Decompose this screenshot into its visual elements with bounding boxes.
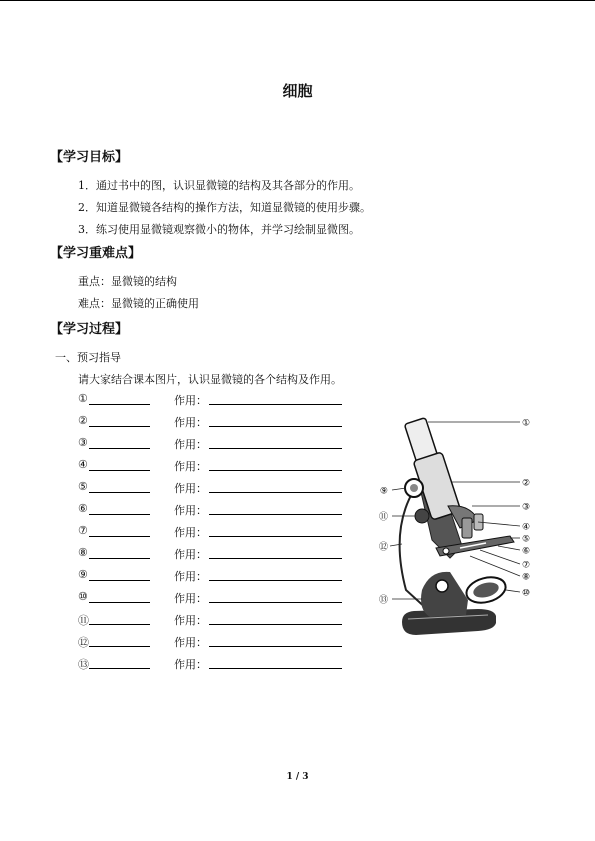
structure-name-blank[interactable] — [89, 426, 150, 427]
structure-number: ② — [78, 414, 88, 427]
function-blank[interactable] — [209, 448, 342, 449]
figure-label: ③ — [522, 502, 531, 513]
figure-label: ⑤ — [522, 534, 531, 545]
function-blank[interactable] — [209, 492, 342, 493]
goal-item-3: 3．练习使用显微镜观察微小的物体，并学习绘制显微图。 — [78, 223, 360, 236]
structure-row — [78, 392, 348, 406]
function-label: 作用： — [174, 394, 207, 407]
structure-number: ⑧ — [78, 546, 88, 559]
function-label: 作用： — [174, 482, 207, 495]
figure-label: ① — [522, 418, 531, 429]
structure-number: ③ — [78, 436, 88, 449]
function-blank[interactable] — [209, 646, 342, 647]
function-blank[interactable] — [209, 668, 342, 669]
structure-name-blank[interactable] — [89, 602, 150, 603]
structure-row — [78, 546, 348, 560]
structure-number: ⑪ — [78, 614, 89, 627]
figure-label: ② — [522, 478, 531, 489]
goal-item-2: 2．知道显微镜各结构的操作方法，知道显微镜的使用步骤。 — [78, 201, 371, 214]
figure-label: ⑦ — [522, 560, 531, 571]
structure-row — [78, 634, 348, 648]
function-label: 作用： — [174, 636, 207, 649]
figure-label: ⑥ — [522, 546, 531, 557]
figure-label: ⑧ — [522, 572, 531, 583]
figure-label: ⑩ — [522, 588, 531, 599]
page-number: 1 / 3 — [286, 772, 309, 782]
structure-name-blank[interactable] — [89, 580, 150, 581]
structure-name-blank[interactable] — [89, 404, 150, 405]
function-label: 作用： — [174, 658, 207, 671]
top-border — [0, 0, 595, 1]
function-label: 作用： — [174, 438, 207, 451]
structure-number: ⑥ — [78, 502, 88, 515]
structure-name-blank[interactable] — [89, 448, 150, 449]
function-blank[interactable] — [209, 536, 342, 537]
structure-row — [78, 458, 348, 472]
function-blank[interactable] — [209, 558, 342, 559]
preview-subheading: 一、预习指导 — [55, 351, 121, 364]
objective-lens — [462, 518, 472, 538]
structure-row — [78, 480, 348, 494]
structure-name-blank[interactable] — [89, 514, 150, 515]
function-label: 作用： — [174, 614, 207, 627]
structure-number: ④ — [78, 458, 88, 471]
figure-label: ⑨ — [379, 486, 388, 497]
goals-heading: 【学习目标】 — [50, 150, 129, 165]
structure-number: ⑨ — [78, 568, 88, 581]
structure-row — [78, 656, 348, 670]
key-points-heading: 【学习重难点】 — [50, 246, 142, 261]
function-label: 作用： — [174, 570, 207, 583]
structure-number: ⑦ — [78, 524, 88, 537]
structure-row — [78, 524, 348, 538]
function-blank[interactable] — [209, 624, 342, 625]
structure-name-blank[interactable] — [89, 492, 150, 493]
structure-row — [78, 590, 348, 604]
preview-instruction: 请大家结合课本图片，认识显微镜的各个结构及作用。 — [78, 373, 342, 386]
structure-row — [78, 568, 348, 582]
process-heading: 【学习过程】 — [50, 322, 129, 337]
key-point-difficulty: 难点：显微镜的正确使用 — [78, 297, 199, 310]
structure-row — [78, 612, 348, 626]
structure-name-blank[interactable] — [89, 536, 150, 537]
function-label: 作用： — [174, 416, 207, 429]
function-blank[interactable] — [209, 426, 342, 427]
function-label: 作用： — [174, 504, 207, 517]
function-label: 作用： — [174, 526, 207, 539]
microscope-pillar — [421, 572, 468, 617]
figure-label: ④ — [522, 522, 531, 533]
function-blank[interactable] — [209, 602, 342, 603]
figure-label: ⑬ — [378, 595, 388, 606]
figure-label: ⑪ — [378, 512, 388, 523]
structure-name-blank[interactable] — [89, 646, 150, 647]
function-blank[interactable] — [209, 470, 342, 471]
function-label: 作用： — [174, 460, 207, 473]
structure-number: ⑩ — [78, 590, 88, 603]
structure-name-blank[interactable] — [89, 558, 150, 559]
structure-number: ① — [78, 392, 88, 405]
fine-focus-knob — [415, 509, 429, 523]
function-blank[interactable] — [209, 580, 342, 581]
page-title: 细胞 — [282, 82, 313, 100]
figure-label: ⑫ — [378, 542, 388, 553]
function-label: 作用： — [174, 548, 207, 561]
microscope-figure — [370, 410, 535, 645]
structure-number: ⑫ — [78, 636, 89, 649]
structure-name-blank[interactable] — [89, 668, 150, 669]
structure-name-blank[interactable] — [89, 470, 150, 471]
structure-number: ⑬ — [78, 658, 89, 671]
structure-row — [78, 414, 348, 428]
structure-number: ⑤ — [78, 480, 88, 493]
structure-name-blank[interactable] — [89, 624, 150, 625]
function-blank[interactable] — [209, 514, 342, 515]
key-point-focus: 重点：显微镜的结构 — [78, 275, 177, 288]
goal-item-1: 1．通过书中的图，认识显微镜的结构及其各部分的作用。 — [78, 179, 360, 192]
structure-row — [78, 502, 348, 516]
function-label: 作用： — [174, 592, 207, 605]
structure-row — [78, 436, 348, 450]
function-blank[interactable] — [209, 404, 342, 405]
